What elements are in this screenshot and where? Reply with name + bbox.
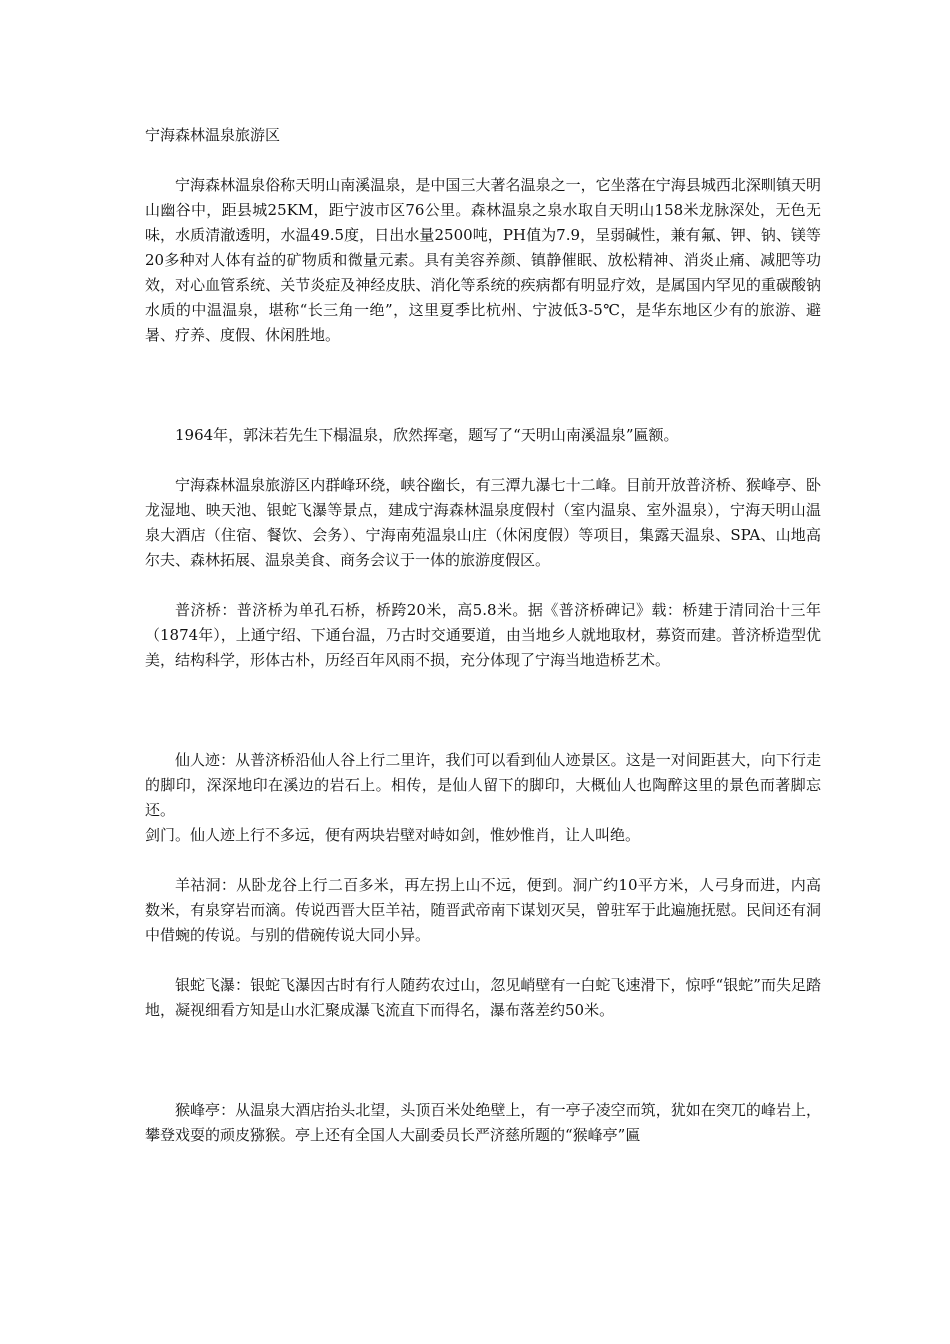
paragraph-gap [145, 848, 821, 873]
paragraph-gap [145, 948, 821, 973]
paragraph-gap [145, 448, 821, 473]
paragraph-yanghu-cave: 羊祜洞：从卧龙谷上行二百多米，再左拐上山不远，便到。洞广约10平方米，人弓身而进，内高数米，有泉穿岩而滴。传说西晋大臣羊祜，随晋武帝南下谋划灭吴，曾驻军于此遍施抚慰。民间还有洞中借蜿的传说。与别的借碗传说大同小异。 [145, 876, 821, 944]
paragraph-sword-gate: 剑门。仙人迹上行不多远，便有两块岩壁对峙如剑，惟妙惟肖，让人叫绝。 [145, 826, 641, 844]
paragraph-guo-moruo: 1964年，郭沫若先生下榻温泉，欣然挥毫，题写了“天明山南溪温泉”匾额。 [175, 426, 679, 444]
paragraph-gap [145, 673, 821, 748]
paragraph-intro: 宁海森林温泉俗称天明山南溪温泉，是中国三大著名温泉之一，它坐落在宁海县城西北深甽镇天明山幽谷中，距县城25KM，距宁波市区76公里。森林温泉之泉水取自天明山158米龙脉深处，无色无味，水质清澈透明，水温49.5度，日出水量2500吨，PH值为7.9，呈弱碱性，兼有氟、钾、钠、镁等20多种对人体有益的矿物质和微量元素。具有美容养颜、镇静催眠、放松精神、消炎止痛、减肥等功效，对心血管系统、关节炎症及神经皮肤、消化等系统的疾病都有明显疗效，是属国内罕见的重碳酸钠水质的中温温泉，堪称“长三角一绝”，这里夏季比杭州、宁波低3-5℃，是华东地区少有的旅游、避暑、疗养、度假、休闲胜地。 [145, 176, 821, 344]
paragraph-gap [145, 348, 821, 423]
paragraph-puji-bridge: 普济桥：普济桥为单孔石桥，桥跨20米，高5.8米。据《普济桥碑记》载：桥建于清同治十三年（1874年），上通宁绍、下通台温，乃古时交通要道，由当地乡人就地取材，募资而建。普济桥造型优美，结构科学，形体古朴，历经百年风雨不损，充分体现了宁海当地造桥艺术。 [145, 601, 821, 669]
paragraph-silver-snake-waterfall: 银蛇飞瀑：银蛇飞瀑因古时有行人随药农过山，忽见峭壁有一白蛇飞速滑下，惊呼“银蛇”而失足踏地，凝视细看方知是山水汇聚成瀑飞流直下而得名，瀑布落差约50米。 [145, 976, 821, 1019]
paragraph-scenic-area: 宁海森林温泉旅游区内群峰环绕，峡谷幽长，有三潭九瀑七十二峰。目前开放普济桥、猴峰亭、卧龙湿地、映天池、银蛇飞瀑等景点，建成宁海森林温泉度假村（室内温泉、室外温泉），宁海天明山温泉大酒店（住宿、餐饮、会务）、宁海南苑温泉山庄（休闲度假）等项目，集露天温泉、SPA、山地高尔夫、森林拓展、温泉美食、商务会议于一体的旅游度假区。 [145, 476, 821, 569]
paragraph-gap [145, 1023, 821, 1098]
paragraph-monkey-peak-pavilion: 猴峰亭：从温泉大酒店抬头北望，头顶百米处绝壁上，有一亭子凌空而筑，犹如在突兀的峰岩上，攀登戏耍的顽皮猕猴。亭上还有全国人大副委员长严济慈所题的“猴峰亭”匾 [145, 1101, 821, 1144]
document-body [145, 123, 821, 1148]
document-title: 宁海森林温泉旅游区 [145, 126, 281, 144]
paragraph-gap [145, 573, 821, 598]
paragraph-immortal-footprint: 仙人迹：从普济桥沿仙人谷上行二里许，我们可以看到仙人迹景区。这是一对间距甚大，向下行走的脚印，深深地印在溪边的岩石上。相传，是仙人留下的脚印，大概仙人也陶醉这里的景色而著脚忘还。 [145, 751, 821, 819]
